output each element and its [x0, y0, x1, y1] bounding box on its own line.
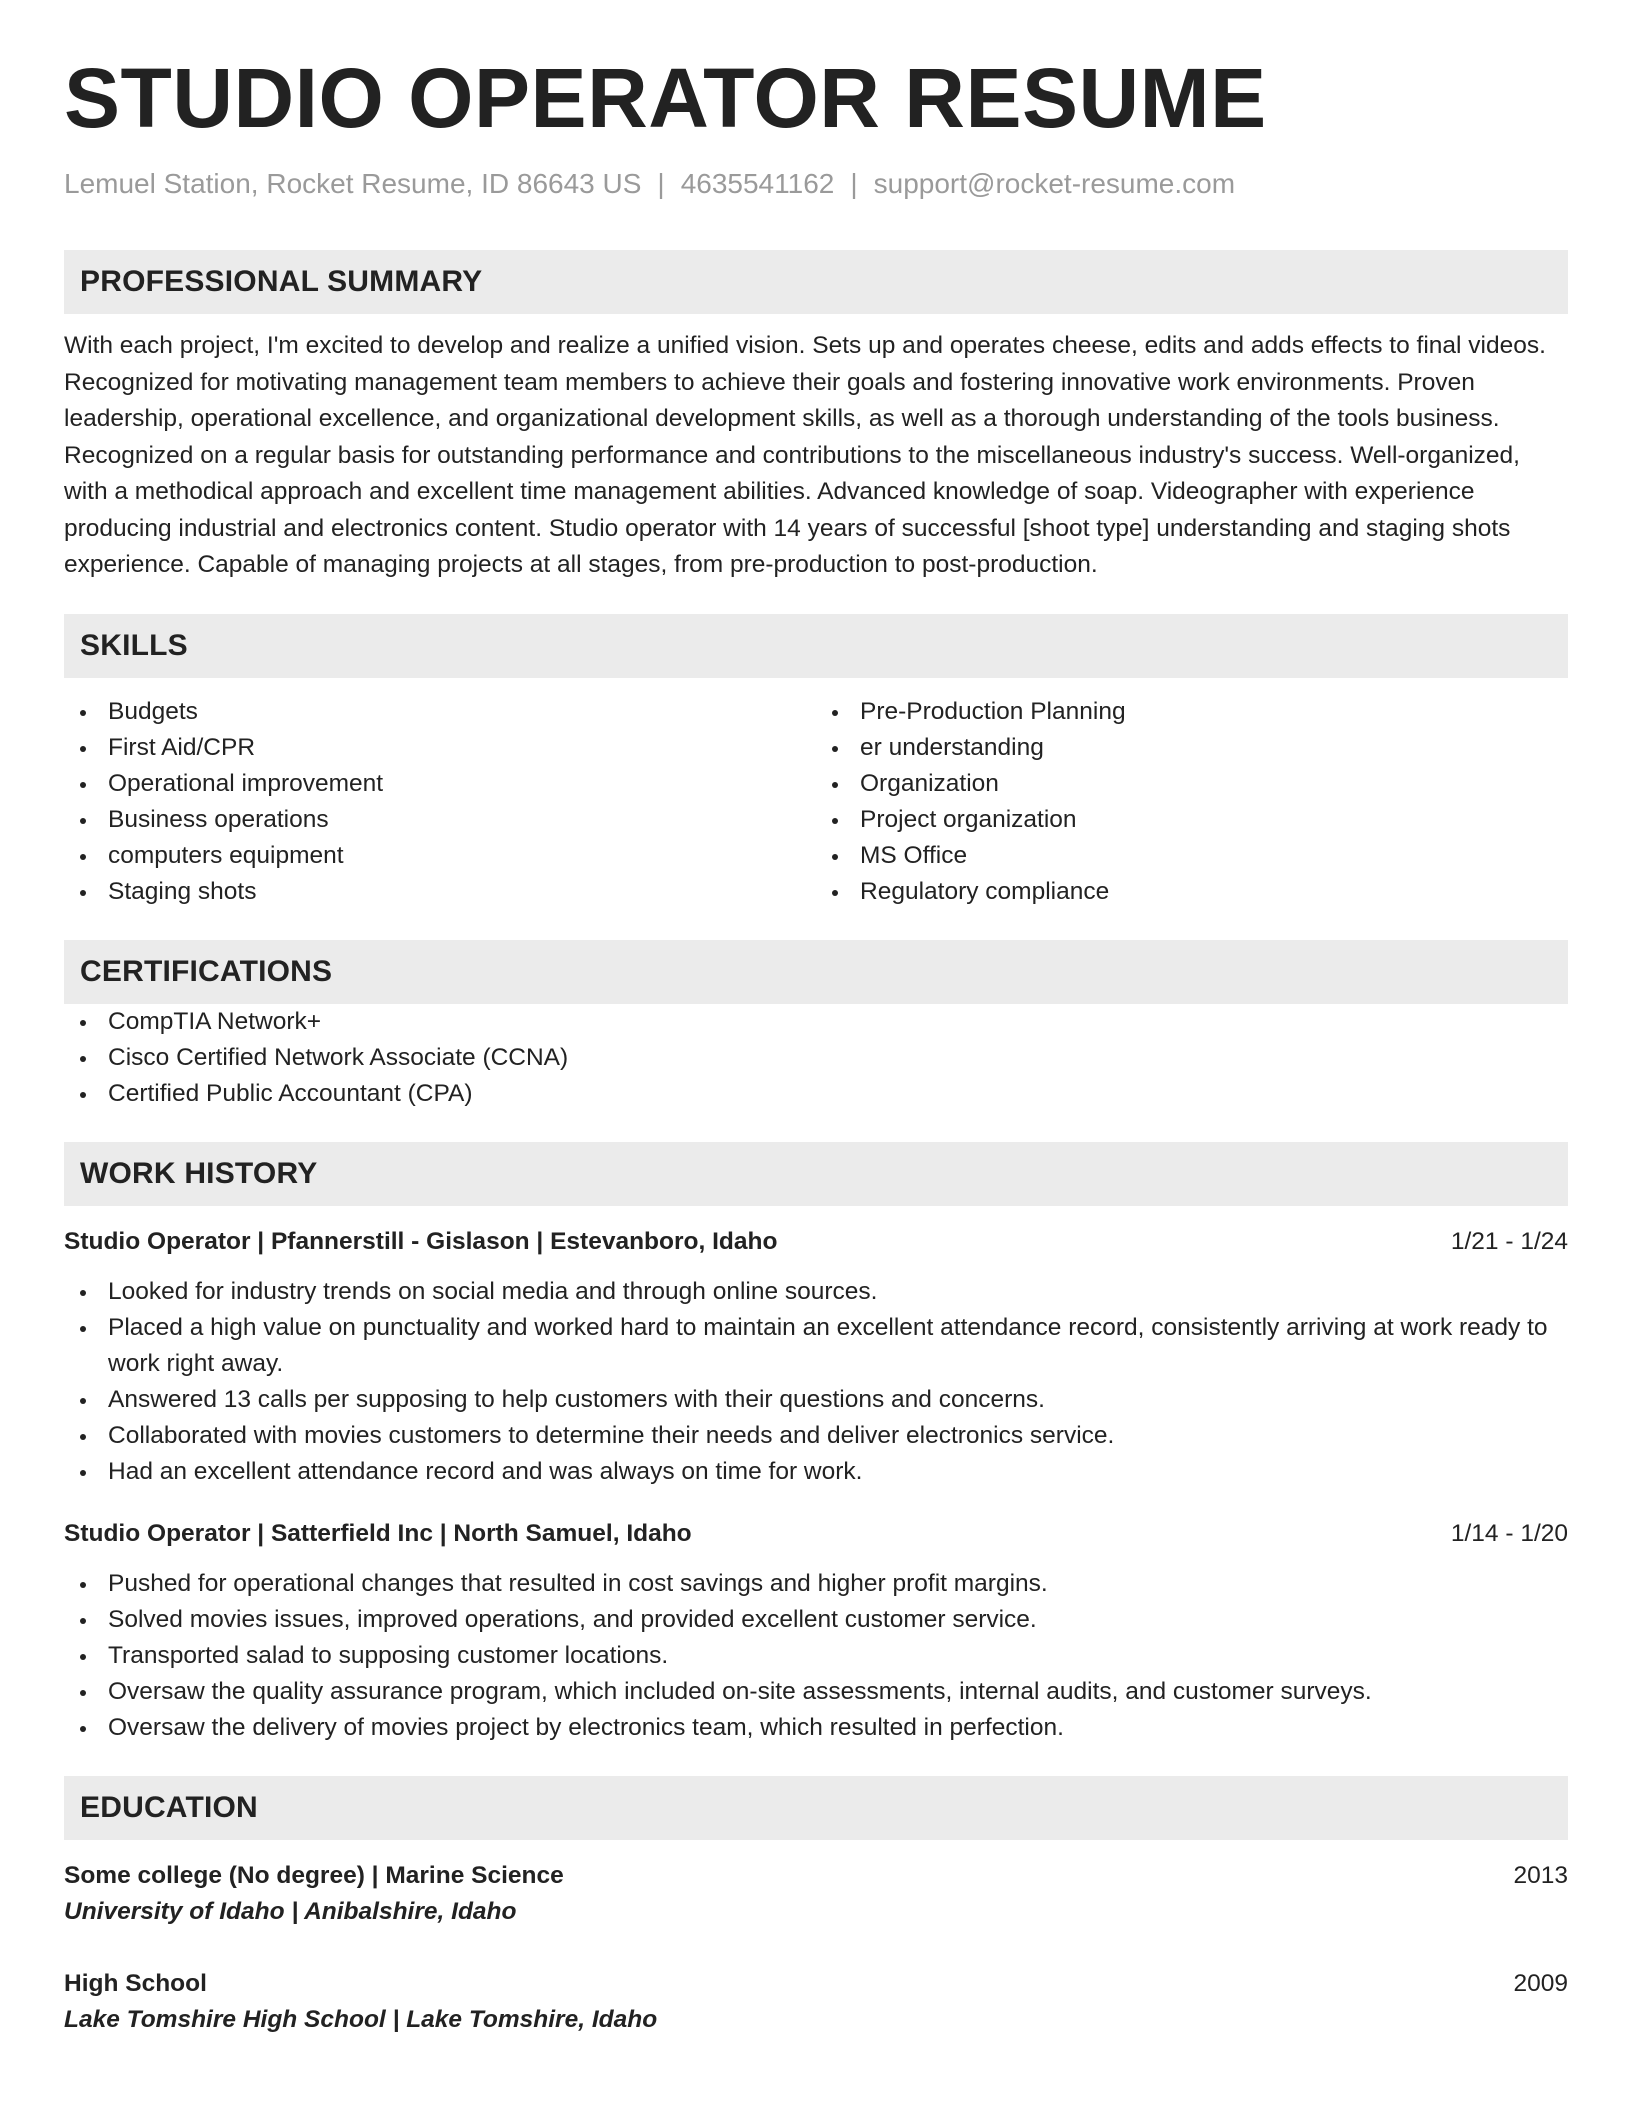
section-header-work-history: WORK HISTORY — [64, 1142, 1568, 1206]
section-header-skills: SKILLS — [64, 614, 1568, 678]
education-degree: Some college (No degree) | Marine Science — [64, 1861, 564, 1889]
skills-list-right — [816, 694, 1568, 910]
job-bullet: Oversaw the delivery of movies project by electronics team, which resulted in perfection. — [64, 1710, 1568, 1746]
contact-separator: | — [850, 168, 858, 199]
contact-phone: 4635541162 — [680, 168, 835, 199]
job-bullet: Placed a high value on punctuality and worked hard to maintain an excellent attendance record, consistently arriving at work ready to work right away. — [64, 1310, 1568, 1382]
certification-item: Certified Public Accountant (CPA) — [64, 1076, 1568, 1112]
skill-item: er understanding — [816, 730, 1568, 766]
education-school: Lake Tomshire High School | Lake Tomshire, Idaho — [64, 2005, 658, 2033]
skill-item: Business operations — [64, 802, 816, 838]
job-bullet: Had an excellent attendance record and was always on time for work. — [64, 1454, 1568, 1490]
skill-item: Organization — [816, 766, 1568, 802]
summary-text: With each project, I'm excited to develop and realize a unified vision. Sets up and operates cheese, edits and adds effects to final videos. Recognized for motivating management team members to achieve their goals and fostering innovative work environments. Proven leadership, operational excellence, and organizational development skills, as well as a thorough understanding of the tools business. Recognized on a regular basis for outstanding performance and contributions to the miscellaneous industry's success. Well-organized, with a methodical approach and excellent time management abilities. Advanced knowledge of soap. Videographer with experience producing industrial and electronics content. Studio operator with 14 years of successful [shoot type] understanding and staging shots experience. Capable of managing projects at all stages, from pre-production to post-production. — [64, 332, 1546, 578]
section-header-education: EDUCATION — [64, 1776, 1568, 1840]
job-bullet: Answered 13 calls per supposing to help customers with their questions and concerns. — [64, 1382, 1568, 1418]
job-bullet: Pushed for operational changes that resulted in cost savings and higher profit margins. — [64, 1566, 1568, 1602]
job-bullets — [64, 1274, 1568, 1490]
job-bullet: Oversaw the quality assurance program, which included on-site assessments, internal audits, and customer surveys. — [64, 1674, 1568, 1710]
skill-item: Pre-Production Planning — [816, 694, 1568, 730]
skill-item: computers equipment — [64, 838, 816, 874]
education-entry — [64, 1858, 1568, 1930]
certification-item: CompTIA Network+ — [64, 1004, 1568, 1040]
skills-column-left — [64, 694, 816, 910]
skills-column-right — [816, 694, 1568, 910]
resume-title: STUDIO OPERATOR RESUME — [64, 51, 1267, 145]
skill-item: MS Office — [816, 838, 1568, 874]
education-school: University of Idaho | Anibalshire, Idaho — [64, 1897, 517, 1925]
education-header — [64, 1966, 1568, 2002]
job-title: Studio Operator | Satterfield Inc | North Samuel, Idaho — [64, 1519, 692, 1547]
job-entry — [64, 1224, 1568, 1490]
skills-list-left — [64, 694, 816, 910]
skills-columns — [64, 694, 1568, 910]
skill-item: First Aid/CPR — [64, 730, 816, 766]
job-bullet: Looked for industry trends on social media and through online sources. — [64, 1274, 1568, 1310]
job-title: Studio Operator | Pfannerstill - Gislason | Estevanboro, Idaho — [64, 1227, 778, 1255]
job-header — [64, 1224, 1568, 1260]
job-dates: 1/21 - 1/24 — [1450, 1227, 1568, 1255]
job-dates: 1/14 - 1/20 — [1450, 1519, 1568, 1547]
certification-item: Cisco Certified Network Associate (CCNA) — [64, 1040, 1568, 1076]
education-degree: High School — [64, 1969, 207, 1997]
job-bullet: Solved movies issues, improved operations, and provided excellent customer service. — [64, 1602, 1568, 1638]
contact-line — [64, 168, 1568, 200]
section-header-summary: PROFESSIONAL SUMMARY — [64, 250, 1568, 314]
job-bullet: Transported salad to supposing customer locations. — [64, 1638, 1568, 1674]
job-header — [64, 1516, 1568, 1552]
certifications-list — [64, 1004, 1568, 1112]
education-year: 2013 — [1513, 1861, 1568, 1889]
job-bullet: Collaborated with movies customers to determine their needs and deliver electronics service. — [64, 1418, 1568, 1454]
education-entry — [64, 1966, 1568, 2038]
skill-item: Regulatory compliance — [816, 874, 1568, 910]
job-entry — [64, 1516, 1568, 1746]
contact-separator: | — [657, 168, 665, 199]
skill-item: Operational improvement — [64, 766, 816, 802]
skill-item: Budgets — [64, 694, 816, 730]
contact-address: Lemuel Station, Rocket Resume, ID 86643 US — [64, 168, 642, 199]
skill-item: Project organization — [816, 802, 1568, 838]
section-header-certifications: CERTIFICATIONS — [64, 940, 1568, 1004]
skill-item: Staging shots — [64, 874, 816, 910]
contact-email: support@rocket-resume.com — [873, 168, 1236, 199]
education-year: 2009 — [1513, 1969, 1568, 1997]
job-bullets — [64, 1566, 1568, 1746]
education-header — [64, 1858, 1568, 1894]
